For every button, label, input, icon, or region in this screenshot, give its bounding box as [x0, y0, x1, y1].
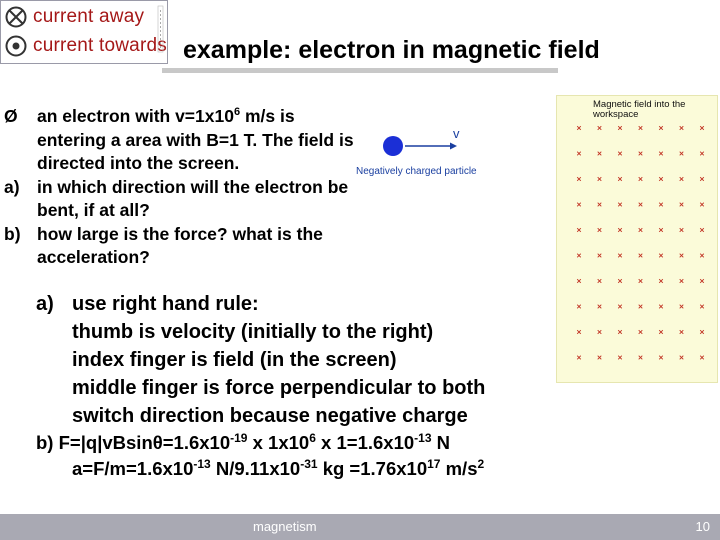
field-cross-mark: [577, 254, 581, 258]
field-cross-mark: [577, 279, 581, 283]
legend-row-towards: [5, 33, 167, 59]
field-cross-mark: [700, 356, 704, 360]
field-cross-mark: [639, 126, 643, 130]
field-cross-mark: [700, 228, 704, 232]
field-cross-mark: [700, 203, 704, 207]
field-cross-mark: [700, 177, 704, 181]
answer-b-acceleration: [36, 456, 485, 482]
magnetic-field-panel: [556, 95, 718, 383]
field-cross-mark: [618, 203, 622, 207]
legend-side-mark: [157, 4, 165, 54]
footer-bar: [0, 514, 720, 540]
velocity-label: v: [453, 126, 460, 141]
accel-exp-1: -13: [193, 457, 211, 471]
field-cross-mark: [700, 126, 704, 130]
intro-text-post: m/s is entering a area with B=1 T. The field is directed into the screen.: [37, 106, 354, 173]
field-cross-mark: [598, 254, 602, 258]
accel-part-4: m/s: [440, 458, 478, 479]
field-cross-mark: [639, 356, 643, 360]
field-cross-mark: [659, 152, 663, 156]
field-cross-mark: [618, 305, 622, 309]
field-cross-mark: [700, 330, 704, 334]
page-number: 10: [695, 519, 710, 534]
field-cross-mark: [659, 356, 663, 360]
answers-block: [36, 290, 485, 482]
field-cross-mark: [598, 305, 602, 309]
field-cross-mark: [577, 228, 581, 232]
intro-exponent: 6: [233, 106, 241, 118]
field-cross-mark: [639, 152, 643, 156]
field-cross-mark: [598, 177, 602, 181]
field-cross-mark: [639, 330, 643, 334]
legend-row-away: [5, 4, 144, 30]
field-cross-mark: [639, 279, 643, 283]
field-cross-mark: [618, 152, 622, 156]
field-cross-mark: [680, 228, 684, 232]
problem-intro: [4, 105, 354, 176]
field-cross-mark: [659, 203, 663, 207]
field-cross-mark: [659, 279, 663, 283]
field-cross-mark: [659, 126, 663, 130]
question-b-text: how large is the force? what is the acceleration?: [37, 223, 323, 267]
intro-text-pre: an electron with v=1x10: [37, 106, 234, 126]
field-cross-mark: [577, 203, 581, 207]
field-cross-mark: [598, 228, 602, 232]
field-cross-mark: [700, 152, 704, 156]
field-cross-mark: [639, 228, 643, 232]
field-cross-grid: [557, 122, 717, 382]
force-exp-1: -19: [230, 431, 248, 445]
field-cross-mark: [639, 254, 643, 258]
field-cross-mark: [639, 177, 643, 181]
field-cross-mark: [659, 177, 663, 181]
force-exp-3: -13: [414, 431, 432, 445]
answer-a-line-5: switch direction because negative charge: [72, 405, 468, 427]
field-cross-mark: [680, 279, 684, 283]
force-part-4: x 1=1.6x10: [315, 432, 415, 453]
question-a: [4, 176, 354, 223]
field-cross-mark: [659, 254, 663, 258]
electron-dot: [383, 136, 403, 156]
answer-a-label: a): [36, 293, 54, 315]
circled-dot-icon: [5, 35, 27, 57]
field-cross-mark: [598, 203, 602, 207]
legend-towards-label: current towards: [33, 35, 167, 56]
slide-title: example: electron in magnetic field: [183, 36, 600, 64]
particle-label: Negatively charged particle: [356, 166, 477, 177]
force-part-1: F=|q|v: [58, 432, 113, 453]
field-cross-mark: [618, 254, 622, 258]
accel-exp-2: -31: [300, 457, 318, 471]
title-underline: [162, 68, 558, 73]
arrow-bullet-icon: Ø: [4, 106, 18, 126]
question-a-marker: a): [4, 176, 20, 197]
field-cross-mark: [618, 330, 622, 334]
field-cross-mark: [577, 152, 581, 156]
accel-exp-3: 17: [427, 457, 441, 471]
field-cross-mark: [577, 330, 581, 334]
field-cross-mark: [680, 203, 684, 207]
field-cross-mark: [700, 279, 704, 283]
field-cross-mark: [577, 126, 581, 130]
force-exp-2: 6: [309, 431, 316, 445]
answer-a-line-3: index finger is field (in the screen): [72, 349, 397, 371]
field-cross-mark: [618, 228, 622, 232]
field-cross-mark: [659, 330, 663, 334]
field-cross-mark: [577, 356, 581, 360]
field-cross-mark: [577, 305, 581, 309]
field-cross-mark: [639, 203, 643, 207]
answer-a-text-1: use right hand rule:: [72, 293, 259, 315]
circled-cross-icon: [5, 6, 27, 28]
footer-label: magnetism: [253, 519, 317, 534]
field-cross-mark: [680, 356, 684, 360]
answer-b-force: [36, 430, 485, 456]
field-cross-mark: [598, 356, 602, 360]
force-part-3: x 1x10: [247, 432, 310, 453]
answer-a-line-2: thumb is velocity (initially to the right): [72, 321, 434, 343]
field-cross-mark: [577, 177, 581, 181]
field-cross-mark: [680, 305, 684, 309]
force-part-2: Bsinθ=1.6x10: [112, 432, 231, 453]
field-cross-mark: [618, 126, 622, 130]
question-a-text: in which direction will the electron be bent, if at all?: [37, 176, 349, 220]
accel-part-2: N/9.11x10: [210, 458, 301, 479]
question-b-marker: b): [4, 223, 21, 244]
force-part-5: N: [431, 432, 450, 453]
field-panel-title: Magnetic field into the workspace: [593, 99, 686, 120]
accel-part-1: a=F/m=1.6x10: [72, 458, 194, 479]
field-cross-mark: [598, 279, 602, 283]
field-cross-mark: [680, 254, 684, 258]
answer-b-label: b): [36, 432, 54, 453]
problem-list: [4, 105, 354, 270]
legend-away-label: current away: [33, 6, 145, 27]
field-cross-mark: [659, 228, 663, 232]
field-cross-mark: [680, 330, 684, 334]
accel-part-3: kg =1.76x10: [317, 458, 428, 479]
answer-a-line-1: [36, 290, 485, 318]
question-b: [4, 223, 354, 270]
field-cross-mark: [700, 254, 704, 258]
accel-exp-4: 2: [477, 457, 485, 471]
field-cross-mark: [618, 279, 622, 283]
current-legend: [0, 0, 168, 64]
field-cross-mark: [680, 126, 684, 130]
field-cross-mark: [680, 152, 684, 156]
field-cross-mark: [700, 305, 704, 309]
answer-a-line-4: middle finger is force perpendicular to both: [72, 377, 486, 399]
field-cross-mark: [618, 177, 622, 181]
field-cross-mark: [598, 126, 602, 130]
field-cross-mark: [598, 152, 602, 156]
field-cross-mark: [639, 305, 643, 309]
field-cross-mark: [598, 330, 602, 334]
field-cross-mark: [659, 305, 663, 309]
field-cross-mark: [618, 356, 622, 360]
field-cross-mark: [680, 177, 684, 181]
